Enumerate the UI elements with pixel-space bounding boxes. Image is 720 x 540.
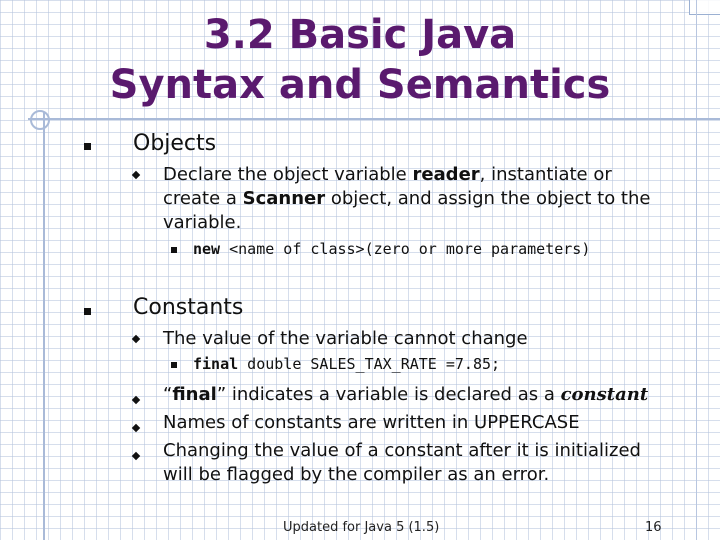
text-span: Declare the object variable: [163, 164, 413, 185]
bold-text: new: [193, 240, 221, 258]
page-number: 16: [645, 520, 662, 535]
bold-text: Scanner: [242, 188, 326, 209]
constants-sub1-sub: [193, 355, 500, 373]
decor-horizontal-line: [28, 118, 720, 120]
text-span: <name of class>(zero or more parameters): [220, 240, 591, 258]
emphasis-text: constant: [560, 384, 649, 405]
text-span: double SALES_TAX_RATE =7.85;: [238, 355, 501, 373]
constants-sub3: Names of constants are written in UPPERCASE: [163, 412, 580, 433]
text-span: “: [163, 384, 173, 405]
constants-sub1: The value of the variable cannot change: [163, 328, 528, 349]
diamond-bullet-icon: [132, 424, 140, 432]
objects-sub1-line1: [163, 163, 612, 187]
objects-sub1-sub: [193, 240, 590, 258]
square-bullet-icon: [84, 143, 91, 150]
footer-note: Updated for Java 5 (1.5): [283, 520, 440, 535]
diamond-bullet-icon: [132, 335, 140, 343]
constants-sub2: [163, 383, 648, 407]
constants-sub4-line2: will be flagged by the compiler as an error.: [163, 464, 550, 485]
square-bullet-icon: [171, 362, 177, 368]
title-line-1: 3.2 Basic Java: [203, 12, 517, 58]
diamond-bullet-icon: [132, 396, 140, 404]
text-span: create a: [163, 188, 243, 209]
bold-text: final: [193, 355, 239, 373]
diamond-bullet-icon: [132, 171, 140, 179]
text-span: ” indicates a variable is declared as a: [216, 384, 561, 405]
objects-sub1-line3: variable.: [163, 212, 242, 233]
title-line-2: Syntax and Semantics: [109, 62, 611, 108]
bold-text: final: [172, 384, 217, 405]
square-bullet-icon: [84, 308, 91, 315]
slide-title: [0, 10, 720, 110]
bold-text: reader: [412, 164, 480, 185]
objects-sub1-line2: [163, 187, 650, 211]
bullet-objects: Objects: [133, 131, 217, 156]
text-span: , instantiate or: [479, 164, 612, 185]
constants-sub4-line1: Changing the value of a constant after it is initialized: [163, 440, 641, 461]
decor-vertical-line: [43, 112, 45, 540]
bullet-constants: Constants: [133, 295, 244, 320]
text-span: object, and assign the object to the: [325, 188, 651, 209]
decor-circle-icon: [30, 110, 50, 130]
square-bullet-icon: [171, 247, 177, 253]
diamond-bullet-icon: [132, 452, 140, 460]
